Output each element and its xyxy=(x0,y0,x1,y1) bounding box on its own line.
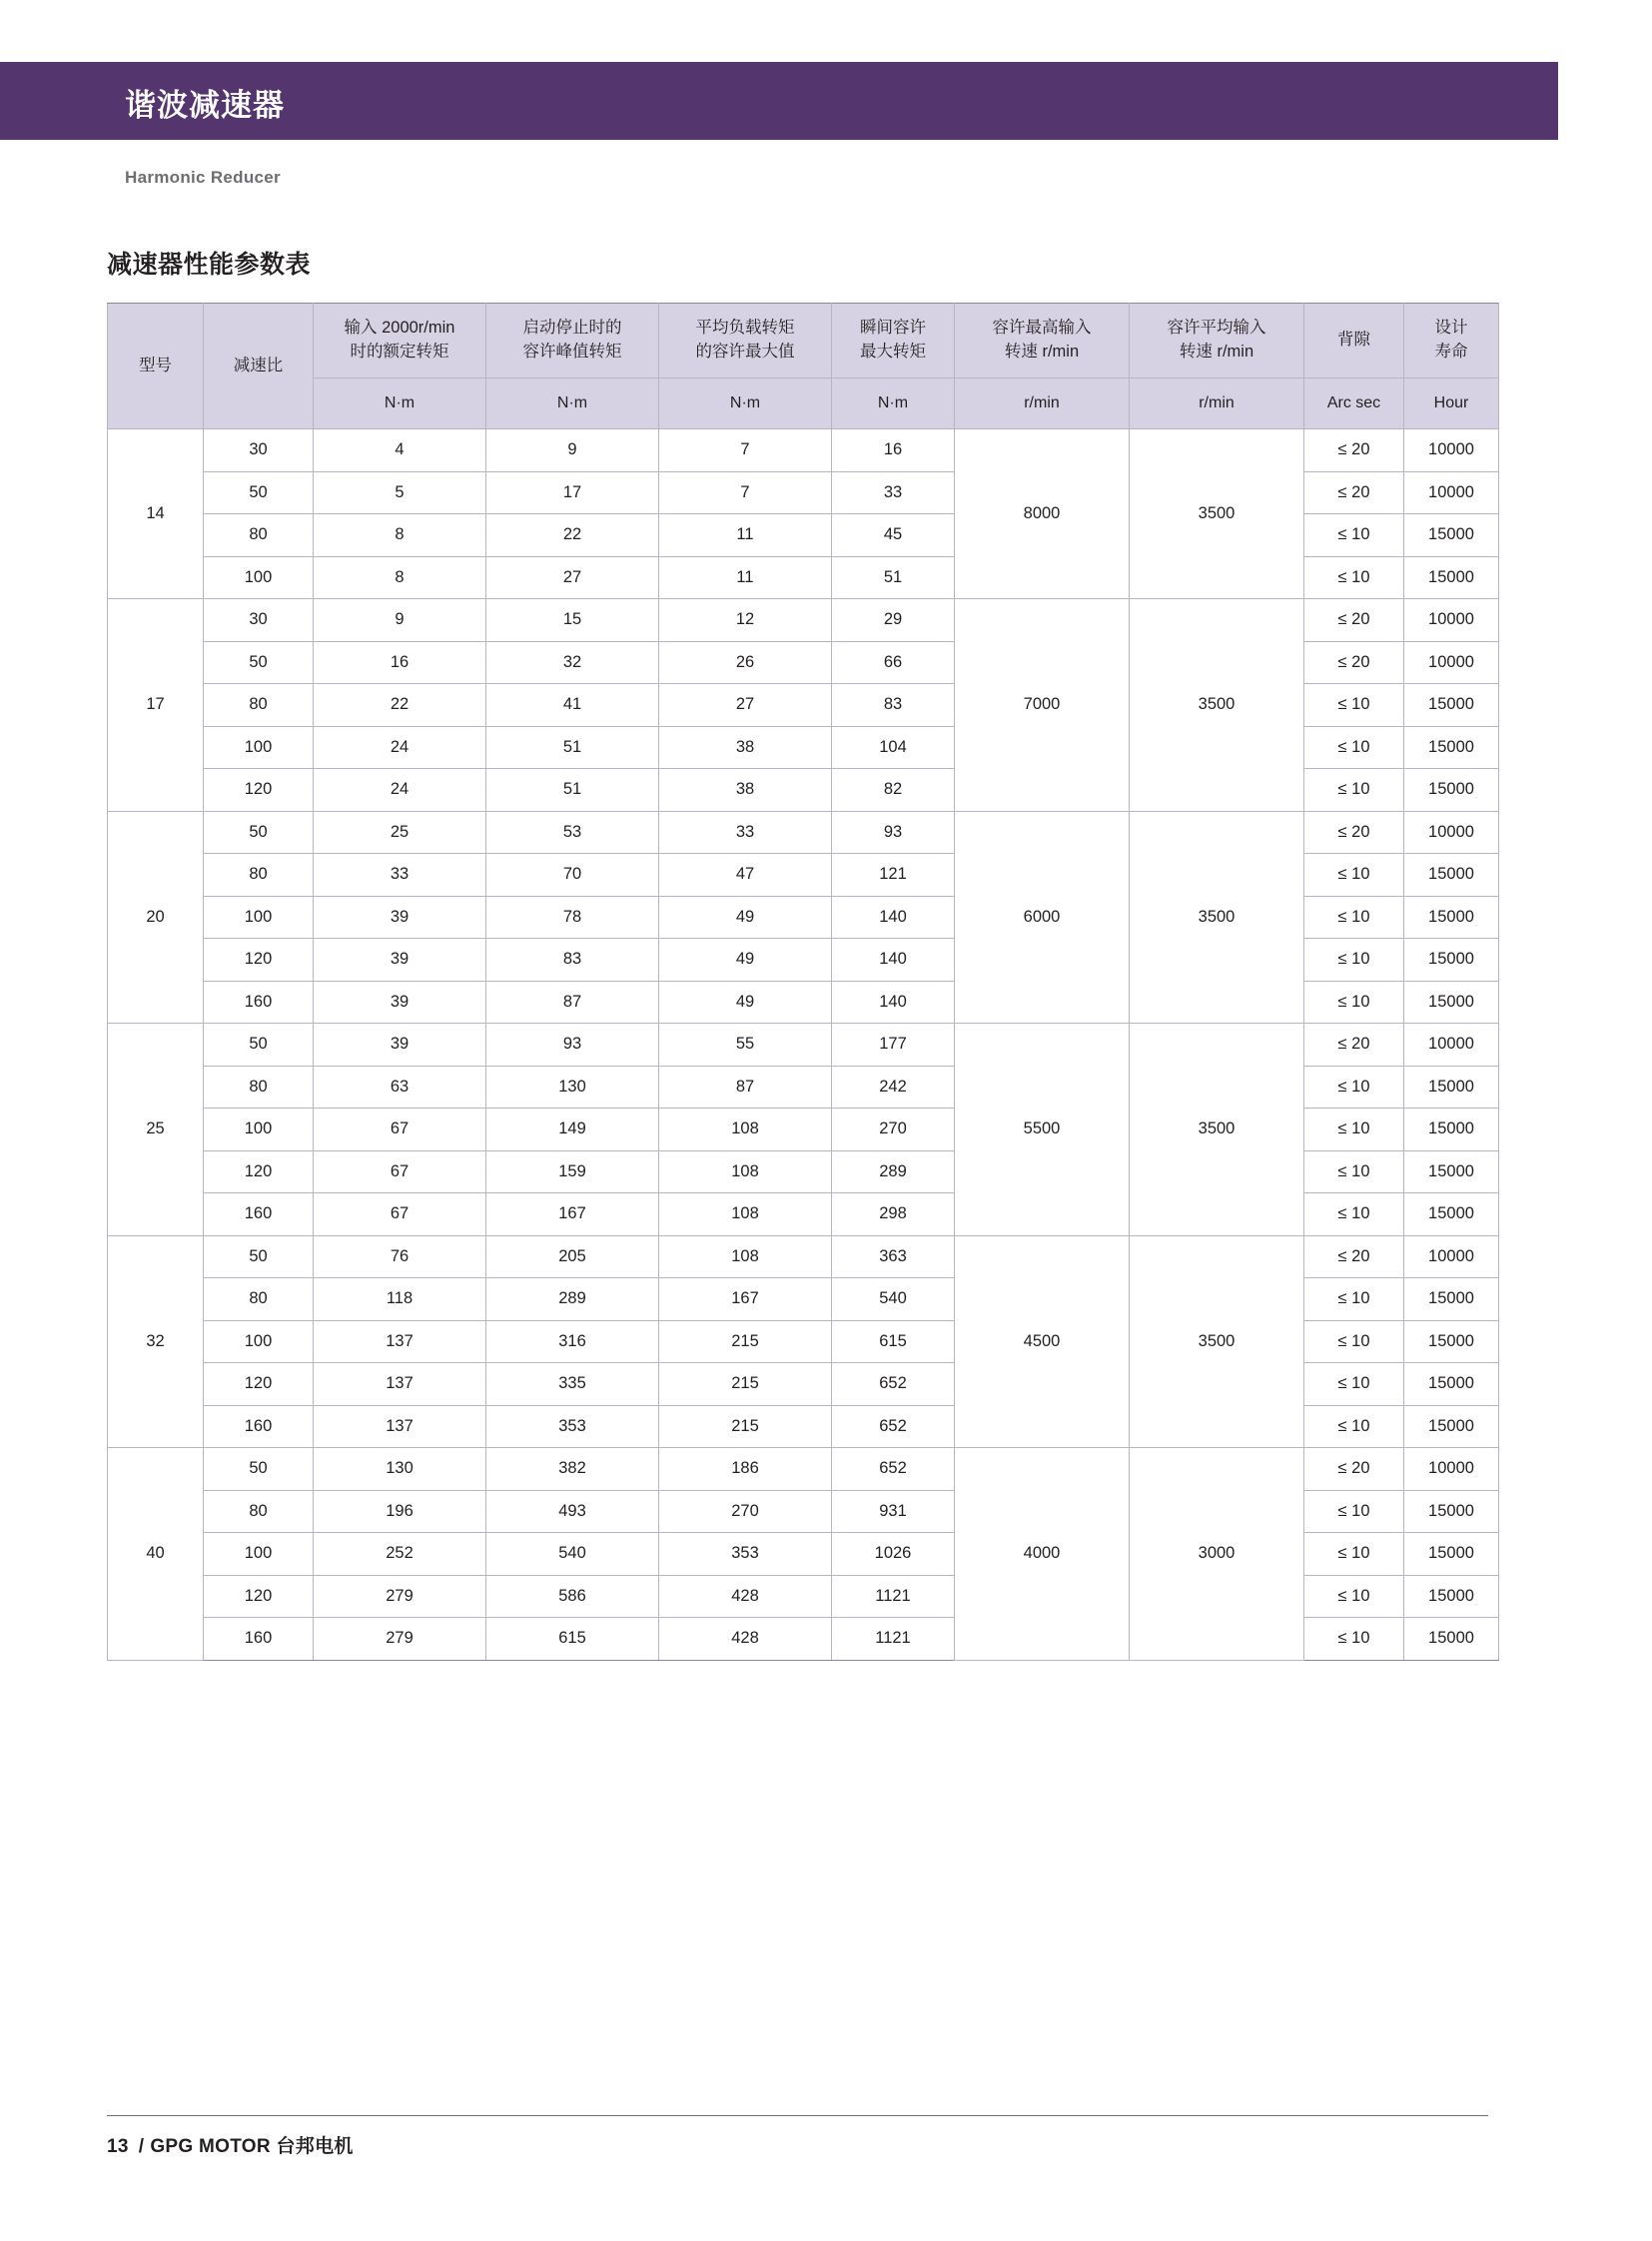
cell-avg-input-speed: 3500 xyxy=(1130,429,1304,599)
cell-backlash: ≤ 20 xyxy=(1304,1024,1404,1067)
cell-backlash: ≤ 10 xyxy=(1304,1533,1404,1576)
cell-rated-torque: 8 xyxy=(314,514,486,557)
cell-backlash: ≤ 10 xyxy=(1304,1363,1404,1406)
cell-design-life: 10000 xyxy=(1404,471,1499,514)
footer-divider xyxy=(107,2115,1488,2116)
cell-backlash: ≤ 10 xyxy=(1304,981,1404,1024)
cell-design-life: 10000 xyxy=(1404,641,1499,684)
cell-momentary-torque: 1121 xyxy=(832,1618,955,1661)
table-row xyxy=(108,811,1499,854)
cell-momentary-torque: 540 xyxy=(832,1278,955,1321)
cell-momentary-torque: 652 xyxy=(832,1448,955,1491)
cell-momentary-torque: 363 xyxy=(832,1235,955,1278)
cell-momentary-torque: 140 xyxy=(832,896,955,939)
cell-design-life: 15000 xyxy=(1404,1193,1499,1236)
col-header-model xyxy=(108,304,204,429)
cell-rated-torque: 137 xyxy=(314,1363,486,1406)
cell-ratio: 80 xyxy=(204,514,314,557)
cell-rated-torque: 63 xyxy=(314,1066,486,1109)
cell-avg-load-torque: 108 xyxy=(659,1193,832,1236)
col-header-ratio xyxy=(204,304,314,429)
cell-avg-load-torque: 26 xyxy=(659,641,832,684)
cell-peak-torque: 9 xyxy=(486,429,659,472)
cell-design-life: 10000 xyxy=(1404,811,1499,854)
cell-momentary-torque: 45 xyxy=(832,514,955,557)
cell-avg-load-torque: 47 xyxy=(659,854,832,897)
cell-rated-torque: 39 xyxy=(314,939,486,982)
table-row xyxy=(108,599,1499,642)
cell-backlash: ≤ 10 xyxy=(1304,726,1404,769)
cell-peak-torque: 70 xyxy=(486,854,659,897)
cell-backlash: ≤ 10 xyxy=(1304,1618,1404,1661)
cell-momentary-torque: 1121 xyxy=(832,1575,955,1618)
cell-rated-torque: 279 xyxy=(314,1618,486,1661)
cell-avg-load-torque: 49 xyxy=(659,939,832,982)
cell-avg-input-speed: 3000 xyxy=(1130,1448,1304,1661)
cell-ratio: 50 xyxy=(204,1235,314,1278)
cell-design-life: 15000 xyxy=(1404,1405,1499,1448)
footer xyxy=(107,2131,354,2158)
cell-design-life: 15000 xyxy=(1404,726,1499,769)
cell-momentary-torque: 242 xyxy=(832,1066,955,1109)
cell-momentary-torque: 931 xyxy=(832,1490,955,1533)
cell-avg-input-speed: 3500 xyxy=(1130,599,1304,812)
cell-backlash: ≤ 10 xyxy=(1304,1575,1404,1618)
cell-momentary-torque: 289 xyxy=(832,1150,955,1193)
cell-ratio: 30 xyxy=(204,429,314,472)
cell-ratio: 50 xyxy=(204,1024,314,1067)
cell-design-life: 15000 xyxy=(1404,1066,1499,1109)
spec-table-wrapper xyxy=(107,303,1488,1661)
cell-max-input-speed: 4500 xyxy=(955,1235,1130,1448)
cell-avg-load-torque: 55 xyxy=(659,1024,832,1067)
cell-rated-torque: 137 xyxy=(314,1320,486,1363)
cell-ratio: 50 xyxy=(204,641,314,684)
cell-backlash: ≤ 10 xyxy=(1304,896,1404,939)
cell-rated-torque: 16 xyxy=(314,641,486,684)
cell-peak-torque: 289 xyxy=(486,1278,659,1321)
cell-momentary-torque: 66 xyxy=(832,641,955,684)
cell-design-life: 10000 xyxy=(1404,1024,1499,1067)
unit-avg-load-torque: N·m xyxy=(659,378,832,429)
cell-backlash: ≤ 20 xyxy=(1304,811,1404,854)
cell-model: 17 xyxy=(108,599,204,812)
cell-rated-torque: 67 xyxy=(314,1193,486,1236)
page-number: 13 xyxy=(107,2136,129,2157)
cell-avg-load-torque: 11 xyxy=(659,514,832,557)
footer-separator: / xyxy=(138,2136,145,2157)
cell-ratio: 50 xyxy=(204,811,314,854)
cell-design-life: 15000 xyxy=(1404,1109,1499,1151)
cell-peak-torque: 540 xyxy=(486,1533,659,1576)
table-row xyxy=(108,429,1499,472)
col-header-peak-torque-line1: 启动停止时的 xyxy=(522,319,622,338)
cell-rated-torque: 24 xyxy=(314,726,486,769)
cell-peak-torque: 53 xyxy=(486,811,659,854)
cell-model: 32 xyxy=(108,1235,204,1448)
cell-peak-torque: 353 xyxy=(486,1405,659,1448)
cell-backlash: ≤ 10 xyxy=(1304,1150,1404,1193)
cell-avg-load-torque: 7 xyxy=(659,429,832,472)
col-header-rated-torque-line2: 时的额定转矩 xyxy=(350,343,449,361)
cell-model: 25 xyxy=(108,1024,204,1236)
cell-max-input-speed: 4000 xyxy=(955,1448,1130,1661)
cell-avg-load-torque: 49 xyxy=(659,896,832,939)
cell-momentary-torque: 29 xyxy=(832,599,955,642)
cell-avg-load-torque: 38 xyxy=(659,726,832,769)
cell-avg-load-torque: 33 xyxy=(659,811,832,854)
cell-design-life: 10000 xyxy=(1404,1235,1499,1278)
cell-ratio: 100 xyxy=(204,726,314,769)
cell-momentary-torque: 51 xyxy=(832,556,955,599)
col-header-avg-load-torque-line1: 平均负载转矩 xyxy=(695,319,795,338)
cell-peak-torque: 335 xyxy=(486,1363,659,1406)
cell-avg-load-torque: 215 xyxy=(659,1363,832,1406)
cell-design-life: 15000 xyxy=(1404,514,1499,557)
cell-rated-torque: 9 xyxy=(314,599,486,642)
cell-rated-torque: 39 xyxy=(314,1024,486,1067)
cell-peak-torque: 51 xyxy=(486,769,659,812)
cell-design-life: 15000 xyxy=(1404,1278,1499,1321)
cell-momentary-torque: 140 xyxy=(832,939,955,982)
cell-model: 20 xyxy=(108,811,204,1024)
cell-avg-input-speed: 3500 xyxy=(1130,1024,1304,1236)
table-row xyxy=(108,1448,1499,1491)
cell-ratio: 120 xyxy=(204,769,314,812)
cell-avg-load-torque: 27 xyxy=(659,684,832,727)
table-row xyxy=(108,1235,1499,1278)
cell-momentary-torque: 82 xyxy=(832,769,955,812)
cell-rated-torque: 67 xyxy=(314,1150,486,1193)
cell-avg-load-torque: 428 xyxy=(659,1575,832,1618)
cell-avg-load-torque: 7 xyxy=(659,471,832,514)
col-header-design-life xyxy=(1404,304,1499,378)
col-header-momentary-torque-line2: 最大转矩 xyxy=(860,343,926,361)
section-title: 减速器性能参数表 xyxy=(107,251,312,279)
cell-peak-torque: 93 xyxy=(486,1024,659,1067)
cell-peak-torque: 615 xyxy=(486,1618,659,1661)
cell-backlash: ≤ 20 xyxy=(1304,1235,1404,1278)
unit-rated-torque: N·m xyxy=(314,378,486,429)
cell-ratio: 120 xyxy=(204,939,314,982)
cell-rated-torque: 24 xyxy=(314,769,486,812)
cell-peak-torque: 167 xyxy=(486,1193,659,1236)
unit-design-life: Hour xyxy=(1404,378,1499,429)
col-header-max-input-speed-line1: 容许最高输入 xyxy=(992,319,1092,338)
cell-ratio: 120 xyxy=(204,1363,314,1406)
col-header-rated-torque xyxy=(314,304,486,378)
cell-ratio: 100 xyxy=(204,1109,314,1151)
col-header-avg-input-speed xyxy=(1130,304,1304,378)
cell-backlash: ≤ 10 xyxy=(1304,769,1404,812)
cell-peak-torque: 15 xyxy=(486,599,659,642)
cell-peak-torque: 130 xyxy=(486,1066,659,1109)
table-header-row xyxy=(108,304,1499,378)
cell-design-life: 15000 xyxy=(1404,769,1499,812)
col-header-max-input-speed-line2: 转速 r/min xyxy=(1004,343,1080,361)
cell-design-life: 15000 xyxy=(1404,1490,1499,1533)
cell-design-life: 15000 xyxy=(1404,939,1499,982)
cell-momentary-torque: 104 xyxy=(832,726,955,769)
unit-max-input-speed: r/min xyxy=(955,378,1130,429)
cell-model: 14 xyxy=(108,429,204,599)
table-unit-row xyxy=(108,378,1499,429)
cell-ratio: 80 xyxy=(204,1278,314,1321)
cell-rated-torque: 22 xyxy=(314,684,486,727)
cell-max-input-speed: 6000 xyxy=(955,811,1130,1024)
cell-momentary-torque: 121 xyxy=(832,854,955,897)
cell-ratio: 100 xyxy=(204,1533,314,1576)
cell-rated-torque: 33 xyxy=(314,854,486,897)
cell-avg-load-torque: 49 xyxy=(659,981,832,1024)
cell-design-life: 15000 xyxy=(1404,854,1499,897)
cell-design-life: 15000 xyxy=(1404,896,1499,939)
cell-momentary-torque: 93 xyxy=(832,811,955,854)
cell-design-life: 15000 xyxy=(1404,1618,1499,1661)
col-header-momentary-torque xyxy=(832,304,955,378)
cell-avg-load-torque: 87 xyxy=(659,1066,832,1109)
col-header-backlash-line1: 背隙 xyxy=(1337,331,1370,350)
cell-ratio: 160 xyxy=(204,981,314,1024)
cell-rated-torque: 130 xyxy=(314,1448,486,1491)
cell-avg-load-torque: 215 xyxy=(659,1405,832,1448)
cell-avg-load-torque: 186 xyxy=(659,1448,832,1491)
unit-peak-torque: N·m xyxy=(486,378,659,429)
cell-peak-torque: 78 xyxy=(486,896,659,939)
cell-rated-torque: 39 xyxy=(314,896,486,939)
cell-peak-torque: 159 xyxy=(486,1150,659,1193)
cell-ratio: 50 xyxy=(204,1448,314,1491)
col-header-avg-input-speed-line2: 转速 r/min xyxy=(1179,343,1254,361)
cell-backlash: ≤ 20 xyxy=(1304,1448,1404,1491)
cell-design-life: 15000 xyxy=(1404,1533,1499,1576)
cell-avg-load-torque: 215 xyxy=(659,1320,832,1363)
cell-avg-load-torque: 108 xyxy=(659,1235,832,1278)
cell-momentary-torque: 1026 xyxy=(832,1533,955,1576)
cell-momentary-torque: 298 xyxy=(832,1193,955,1236)
cell-backlash: ≤ 10 xyxy=(1304,1405,1404,1448)
cell-avg-load-torque: 38 xyxy=(659,769,832,812)
col-header-avg-load-torque xyxy=(659,304,832,378)
page-title: 谐波减速器 xyxy=(125,88,285,123)
cell-backlash: ≤ 10 xyxy=(1304,1066,1404,1109)
cell-max-input-speed: 8000 xyxy=(955,429,1130,599)
unit-momentary-torque: N·m xyxy=(832,378,955,429)
cell-momentary-torque: 177 xyxy=(832,1024,955,1067)
cell-ratio: 80 xyxy=(204,684,314,727)
cell-peak-torque: 586 xyxy=(486,1575,659,1618)
cell-design-life: 15000 xyxy=(1404,1150,1499,1193)
cell-design-life: 10000 xyxy=(1404,429,1499,472)
cell-max-input-speed: 5500 xyxy=(955,1024,1130,1236)
cell-ratio: 160 xyxy=(204,1405,314,1448)
cell-peak-torque: 493 xyxy=(486,1490,659,1533)
col-header-peak-torque-line2: 容许峰值转矩 xyxy=(522,343,622,361)
cell-ratio: 80 xyxy=(204,1066,314,1109)
cell-rated-torque: 8 xyxy=(314,556,486,599)
cell-rated-torque: 196 xyxy=(314,1490,486,1533)
cell-backlash: ≤ 10 xyxy=(1304,556,1404,599)
cell-peak-torque: 17 xyxy=(486,471,659,514)
col-header-ratio-line1: 减速比 xyxy=(233,356,284,374)
cell-rated-torque: 118 xyxy=(314,1278,486,1321)
cell-design-life: 10000 xyxy=(1404,599,1499,642)
cell-backlash: ≤ 10 xyxy=(1304,684,1404,727)
cell-rated-torque: 137 xyxy=(314,1405,486,1448)
col-header-peak-torque xyxy=(486,304,659,378)
col-header-rated-torque-line1: 输入 2000r/min xyxy=(344,319,455,338)
table-body xyxy=(108,429,1499,1661)
cell-ratio: 160 xyxy=(204,1193,314,1236)
cell-momentary-torque: 652 xyxy=(832,1363,955,1406)
cell-momentary-torque: 140 xyxy=(832,981,955,1024)
cell-avg-load-torque: 108 xyxy=(659,1109,832,1151)
cell-backlash: ≤ 10 xyxy=(1304,1193,1404,1236)
cell-peak-torque: 22 xyxy=(486,514,659,557)
cell-avg-load-torque: 167 xyxy=(659,1278,832,1321)
cell-momentary-torque: 615 xyxy=(832,1320,955,1363)
cell-ratio: 80 xyxy=(204,854,314,897)
cell-ratio: 50 xyxy=(204,471,314,514)
cell-backlash: ≤ 20 xyxy=(1304,429,1404,472)
cell-backlash: ≤ 10 xyxy=(1304,1320,1404,1363)
cell-ratio: 120 xyxy=(204,1150,314,1193)
cell-peak-torque: 316 xyxy=(486,1320,659,1363)
cell-rated-torque: 39 xyxy=(314,981,486,1024)
cell-rated-torque: 5 xyxy=(314,471,486,514)
cell-ratio: 120 xyxy=(204,1575,314,1618)
cell-rated-torque: 25 xyxy=(314,811,486,854)
cell-peak-torque: 41 xyxy=(486,684,659,727)
cell-backlash: ≤ 20 xyxy=(1304,471,1404,514)
cell-rated-torque: 76 xyxy=(314,1235,486,1278)
cell-ratio: 80 xyxy=(204,1490,314,1533)
cell-design-life: 15000 xyxy=(1404,1320,1499,1363)
spec-table xyxy=(107,303,1499,1661)
cell-backlash: ≤ 10 xyxy=(1304,514,1404,557)
cell-avg-load-torque: 108 xyxy=(659,1150,832,1193)
cell-ratio: 160 xyxy=(204,1618,314,1661)
cell-backlash: ≤ 10 xyxy=(1304,1109,1404,1151)
cell-avg-input-speed: 3500 xyxy=(1130,1235,1304,1448)
cell-momentary-torque: 270 xyxy=(832,1109,955,1151)
cell-peak-torque: 205 xyxy=(486,1235,659,1278)
col-header-backlash xyxy=(1304,304,1404,378)
cell-ratio: 100 xyxy=(204,896,314,939)
cell-avg-load-torque: 12 xyxy=(659,599,832,642)
cell-peak-torque: 32 xyxy=(486,641,659,684)
cell-avg-input-speed: 3500 xyxy=(1130,811,1304,1024)
col-header-momentary-torque-line1: 瞬间容许 xyxy=(860,319,926,338)
cell-backlash: ≤ 20 xyxy=(1304,641,1404,684)
cell-backlash: ≤ 20 xyxy=(1304,599,1404,642)
col-header-max-input-speed xyxy=(955,304,1130,378)
col-header-avg-load-torque-line2: 的容许最大值 xyxy=(695,343,795,361)
cell-rated-torque: 67 xyxy=(314,1109,486,1151)
col-header-design-life-line1: 设计 xyxy=(1434,319,1468,338)
cell-ratio: 100 xyxy=(204,556,314,599)
cell-design-life: 15000 xyxy=(1404,1575,1499,1618)
unit-avg-input-speed: r/min xyxy=(1130,378,1304,429)
col-header-model-line1: 型号 xyxy=(139,356,172,374)
cell-model: 40 xyxy=(108,1448,204,1661)
cell-avg-load-torque: 270 xyxy=(659,1490,832,1533)
cell-avg-load-torque: 428 xyxy=(659,1618,832,1661)
cell-momentary-torque: 652 xyxy=(832,1405,955,1448)
cell-backlash: ≤ 10 xyxy=(1304,939,1404,982)
table-row xyxy=(108,1024,1499,1067)
table-head xyxy=(108,304,1499,429)
cell-ratio: 30 xyxy=(204,599,314,642)
cell-design-life: 15000 xyxy=(1404,981,1499,1024)
cell-rated-torque: 252 xyxy=(314,1533,486,1576)
unit-backlash: Arc sec xyxy=(1304,378,1404,429)
cell-max-input-speed: 7000 xyxy=(955,599,1130,812)
cell-momentary-torque: 33 xyxy=(832,471,955,514)
cell-backlash: ≤ 10 xyxy=(1304,1490,1404,1533)
cell-avg-load-torque: 11 xyxy=(659,556,832,599)
cell-design-life: 15000 xyxy=(1404,556,1499,599)
col-header-design-life-line2: 寿命 xyxy=(1434,343,1468,361)
cell-peak-torque: 83 xyxy=(486,939,659,982)
cell-design-life: 15000 xyxy=(1404,1363,1499,1406)
cell-ratio: 100 xyxy=(204,1320,314,1363)
cell-rated-torque: 279 xyxy=(314,1575,486,1618)
cell-momentary-torque: 16 xyxy=(832,429,955,472)
cell-peak-torque: 149 xyxy=(486,1109,659,1151)
cell-backlash: ≤ 10 xyxy=(1304,854,1404,897)
cell-momentary-torque: 83 xyxy=(832,684,955,727)
cell-peak-torque: 87 xyxy=(486,981,659,1024)
cell-avg-load-torque: 353 xyxy=(659,1533,832,1576)
cell-peak-torque: 51 xyxy=(486,726,659,769)
cell-backlash: ≤ 10 xyxy=(1304,1278,1404,1321)
cell-peak-torque: 382 xyxy=(486,1448,659,1491)
cell-design-life: 10000 xyxy=(1404,1448,1499,1491)
col-header-avg-input-speed-line1: 容许平均输入 xyxy=(1167,319,1266,338)
cell-design-life: 15000 xyxy=(1404,684,1499,727)
cell-peak-torque: 27 xyxy=(486,556,659,599)
footer-brand: GPG MOTOR 台邦电机 xyxy=(150,2136,354,2157)
cell-rated-torque: 4 xyxy=(314,429,486,472)
page-subtitle: Harmonic Reducer xyxy=(125,168,281,187)
